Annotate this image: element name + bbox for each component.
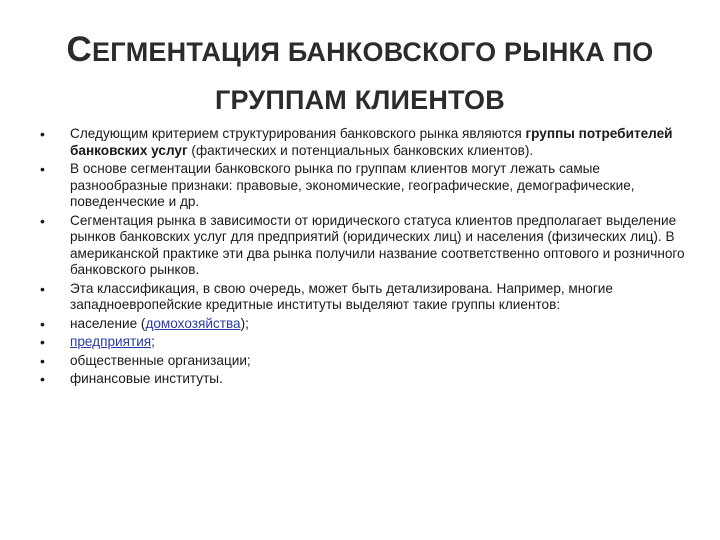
item-text-bold: группы потребителей банковских услуг	[70, 126, 673, 158]
bullet-list	[40, 126, 700, 390]
title-line-2: ГРУППАМ КЛИЕНТОВ	[215, 85, 505, 115]
slide-title	[40, 26, 680, 124]
title-first-letter: С	[66, 30, 93, 69]
enterprises-link[interactable]: предприятия	[70, 334, 152, 349]
item-text-post: ;	[151, 334, 155, 349]
bullet-icon: •	[40, 212, 45, 229]
bullet-icon: •	[40, 161, 45, 177]
list-item	[40, 281, 700, 314]
item-text: Эта классификация, в свою очередь, может быть детализирована. Например, многие западноевропейские кредитные институты выделяют такие группы клиентов:	[70, 280, 613, 312]
bullet-icon: •	[40, 352, 45, 369]
households-link[interactable]: домохозяйства	[145, 315, 241, 331]
list-item	[40, 126, 700, 159]
bullet-icon: •	[40, 280, 45, 297]
title-line-1	[40, 26, 680, 76]
list-item	[40, 371, 700, 388]
bullet-icon: •	[40, 371, 45, 387]
item-text: В основе сегментации банковского рынка по группам клиентов могут лежать самые разнообразные признаки: правовые, экономические, географические, демографические, поведенческие и др.	[70, 161, 635, 209]
item-text-pre: Следующим критерием структурирования банковского рынка являются	[70, 126, 526, 141]
title-line-1-rest: ЕГМЕНТАЦИЯ БАНКОВСКОГО РЫНКА ПО	[92, 37, 654, 67]
list-item	[40, 334, 700, 351]
item-text: общественные организации;	[70, 352, 251, 368]
item-text-pre: население (	[70, 315, 146, 331]
item-text: финансовые институты.	[70, 371, 223, 386]
list-item	[40, 161, 700, 211]
item-text-post: (фактических и потенциальных банковских клиентов).	[187, 142, 534, 158]
list-item	[40, 213, 700, 279]
bullet-icon: •	[40, 315, 45, 332]
list-item	[40, 353, 700, 370]
bullet-icon: •	[40, 334, 45, 350]
list-item	[40, 316, 700, 333]
bullet-icon: •	[40, 126, 45, 142]
item-text: Сегментация рынка в зависимости от юридического статуса клиентов предполагает выделение рынков банковских услуг для предприятий (юридических лиц) и населения (физических лиц). В американской практике эти два рынка получили название соответственно оптового и розничного банковского рынков.	[70, 212, 685, 277]
item-text-post: );	[240, 315, 249, 331]
